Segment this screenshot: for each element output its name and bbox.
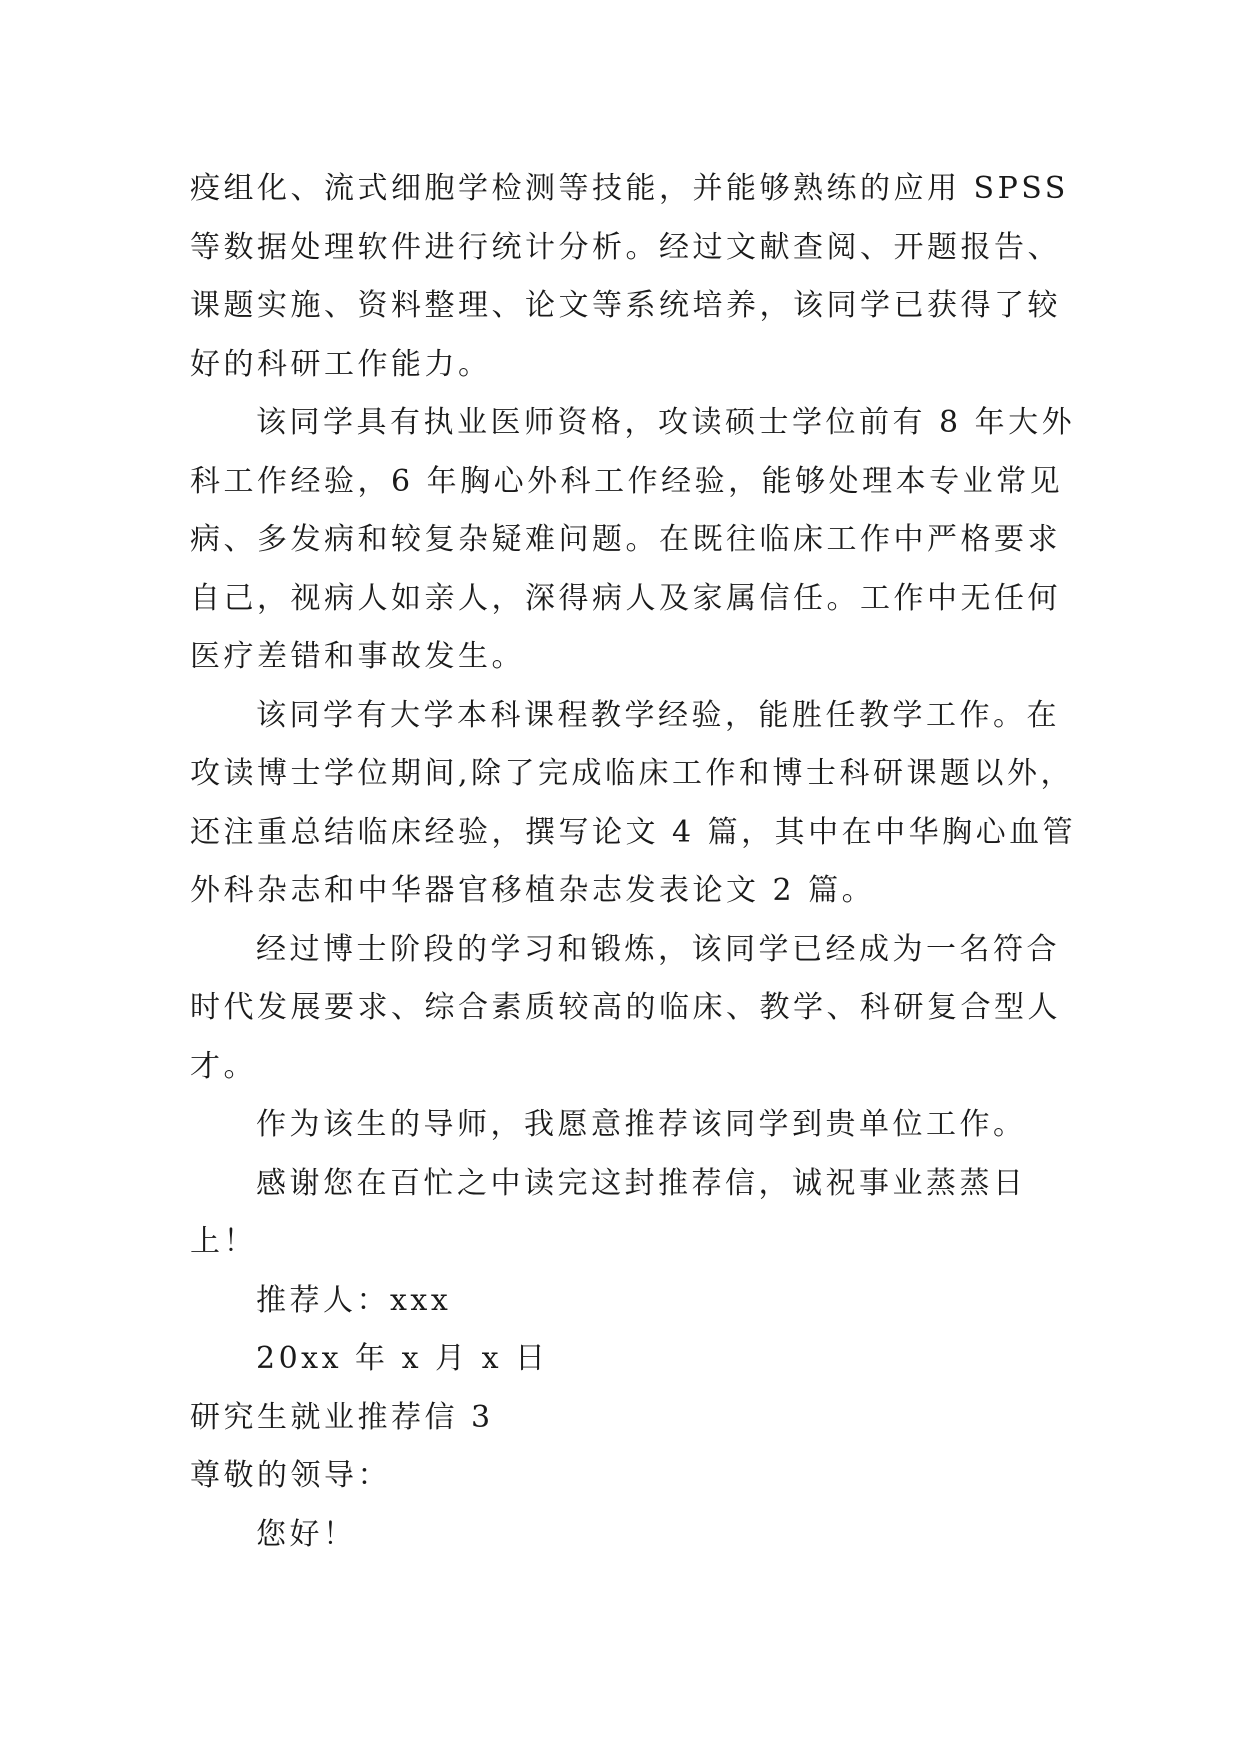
text-line: 该同学具有执业医师资格，攻读硕士学位前有 8 年大外 [256,405,1076,440]
text-line: 攻读博士学位期间,除了完成临床工作和博士科研课题以外， [190,756,1075,791]
text-line: 疫组化、流式细胞学检测等技能，并能够熟练的应用 SPSS [190,171,1069,206]
text-line: 自己，视病人如亲人，深得病人及家属信任。工作中无任何 [190,580,1061,616]
recommender-signature: 推荐人：xxx [256,1282,452,1318]
text-line: 感谢您在百忙之中读完这封推荐信，诚祝事业蒸蒸日 [256,1165,1027,1201]
document-page [190,160,1077,1564]
text-line: 课题实施、资料整理、论文等系统培养，该同学已获得了较 [190,288,1061,323]
paragraph-teaching [190,687,1077,921]
text-line: 时代发展要求、综合素质较高的临床、教学、科研复合型人 [190,990,1061,1025]
text-line: 作为该生的导师，我愿意推荐该同学到贵单位工作。 [256,1107,1027,1142]
paragraph-research-skills [190,160,1069,394]
paragraph-thanks [190,1155,1060,1272]
salutation: 尊敬的领导： [190,1458,391,1493]
paragraph-recommendation [190,1096,1060,1155]
signature-date: 20xx 年 x 月 x 日 [256,1341,549,1376]
text-line: 经过博士阶段的学习和锻炼，该同学已经成为一名符合 [256,931,1060,967]
text-line: 上！ [190,1224,257,1259]
text-line: 还注重总结临床经验，撰写论文 4 篇，其中在中华胸心血管 [190,814,1077,850]
text-line: 等数据处理软件进行统计分析。经过文献查阅、开题报告、 [190,229,1061,265]
paragraph-clinical-experience [190,394,1076,687]
section-title: 研究生就业推荐信 3 [190,1399,494,1435]
paragraph-summary [190,921,1060,1097]
text-line: 好的科研工作能力。 [190,346,492,382]
text-line: 外科杂志和中华器官移植杂志发表论文 2 篇。 [190,873,876,908]
text-line: 该同学有大学本科课程教学经验，能胜任教学工作。在 [256,697,1060,733]
text-line: 医疗差错和事故发生。 [190,639,525,674]
text-line: 病、多发病和较复杂疑难问题。在既往临床工作中严格要求 [190,522,1061,557]
text-line: 科工作经验，6 年胸心外科工作经验，能够处理本专业常见 [190,463,1064,499]
text-line: 才。 [190,1048,257,1084]
greeting: 您好！ [256,1516,357,1552]
